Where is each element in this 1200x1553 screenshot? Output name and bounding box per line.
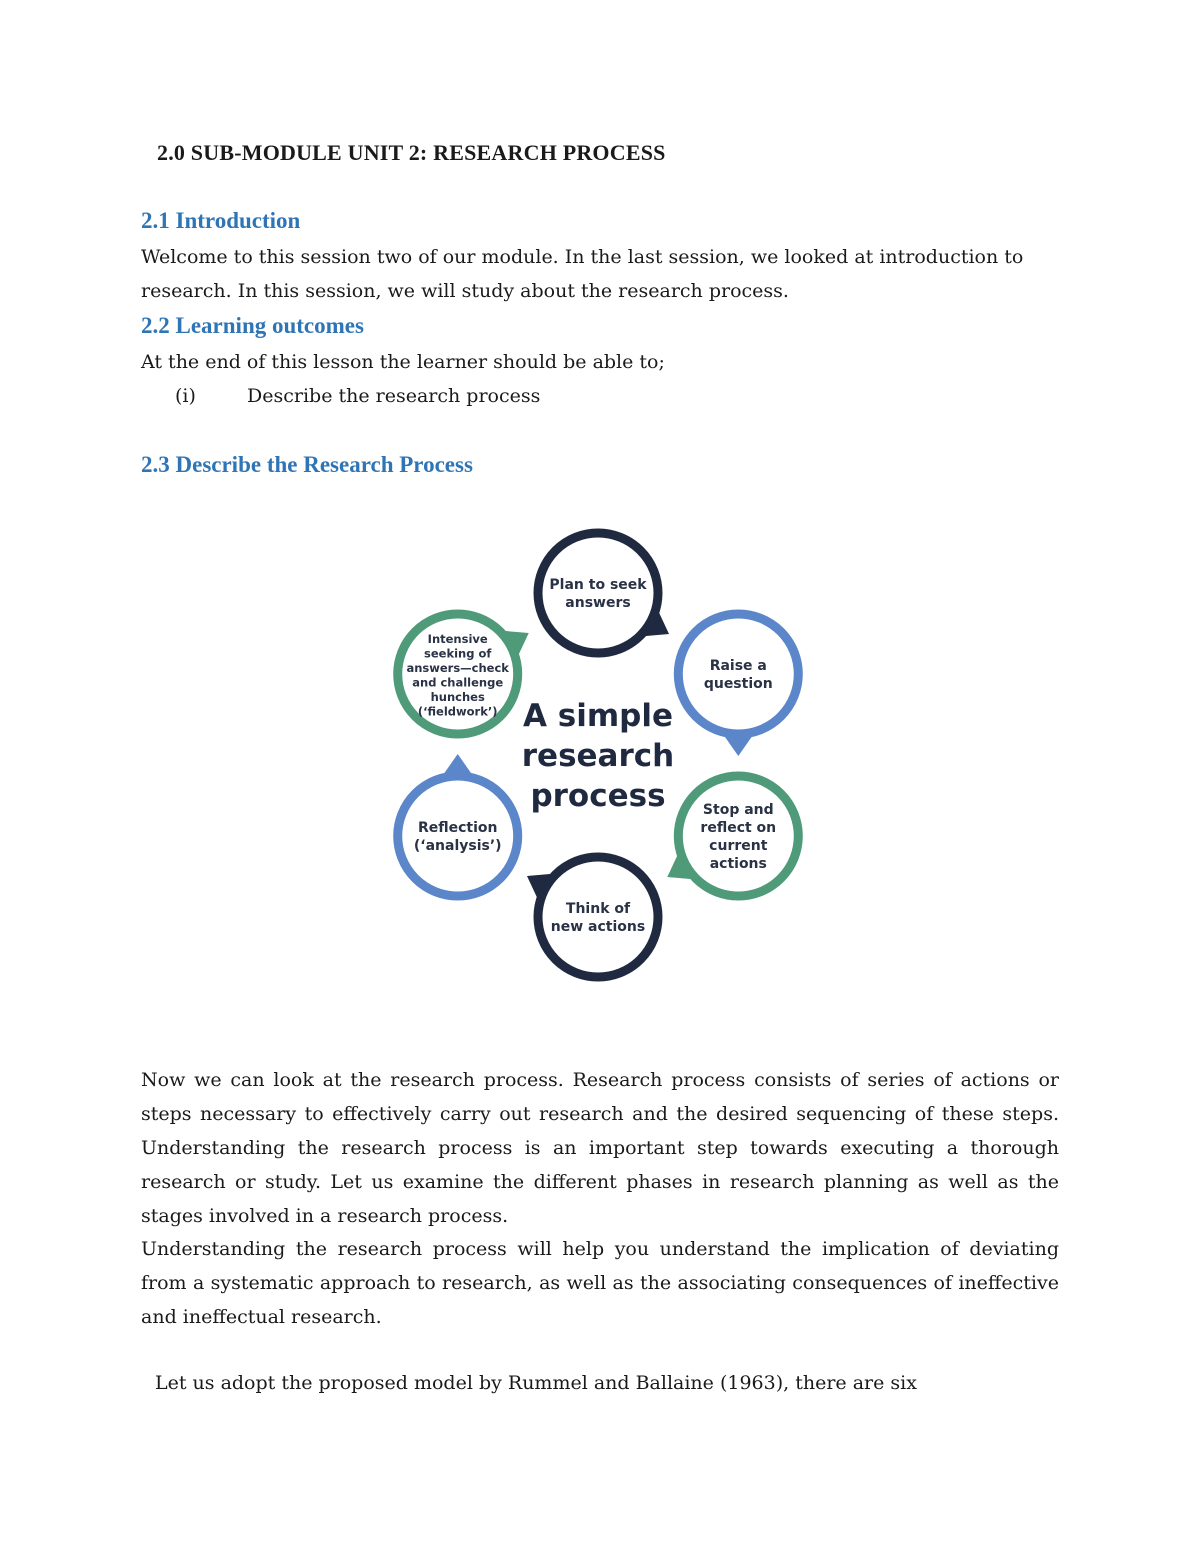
section-heading-learning-outcomes: 2.2 Learning outcomes: [141, 313, 364, 338]
cycle-node-label: (‘fieldwork’): [417, 704, 498, 719]
cycle-node-label: Intensive: [427, 631, 488, 646]
cycle-node: [678, 776, 798, 896]
research-process-diagram: [380, 520, 820, 990]
cycle-node-label: and challenge: [412, 675, 504, 690]
diagram-center-line: research: [521, 738, 675, 774]
paragraph-understanding: Understanding the research process will help you understand the implication of deviating from a systematic approach to research, as well as the associating consequences of ineffective and ineffectual research.: [141, 1238, 1059, 1328]
cycle-node: [678, 614, 798, 734]
cycle-node-ring: [678, 614, 798, 734]
cycle-arrowhead: [724, 736, 752, 756]
cycle-node-label: Plan to seek: [549, 577, 647, 593]
list-item: [175, 379, 540, 413]
cycle-node: [398, 776, 518, 896]
cycle-node-ring: [678, 776, 798, 896]
diagram-center-line: process: [530, 778, 666, 814]
list-item-text: Describe the research process: [247, 385, 541, 407]
diagram-center-line: A simple: [522, 698, 674, 734]
section-heading-describe: 2.3 Describe the Research Process: [141, 452, 473, 477]
unit-title: 2.0 SUB-MODULE UNIT 2: RESEARCH PROCESS: [157, 140, 666, 165]
cycle-node-label: (‘analysis’): [413, 838, 502, 854]
cycle-node: [538, 533, 658, 653]
cycle-node-ring: [538, 533, 658, 653]
cycle-node: [398, 614, 518, 734]
paragraph-research-process: Now we can look at the research process. Research process consists of series of actions or steps necessary to effectively carry out research and the desired sequencing of these steps. Understanding the research process is an important step towards executing a thorough research or study. Let us examine the different phases in research planning as well as the stages involved in a research process.: [141, 1069, 1059, 1227]
cycle-node-label: new actions: [550, 919, 646, 935]
outcomes-intro: At the end of this lesson the learner should be able to;: [141, 351, 665, 373]
cycle-node-label: actions: [709, 856, 767, 872]
research-cycle-svg: [380, 520, 820, 990]
cycle-node-label: seeking of: [424, 646, 492, 661]
cycle-node-label: answers—check: [406, 660, 509, 675]
cycle-node-label: reflect on: [700, 820, 777, 836]
cycle-node-label: Think of: [565, 901, 631, 917]
section-heading-introduction: 2.1 Introduction: [141, 208, 301, 233]
list-item-number: (i): [175, 385, 196, 407]
cycle-node-label: Reflection: [417, 820, 498, 836]
diagram-center-title: [522, 698, 674, 814]
cycle-node-label: answers: [565, 595, 631, 611]
cycle-node-ring: [538, 857, 658, 977]
paragraph-model: Let us adopt the proposed model by Rummel and Ballaine (1963), there are six: [155, 1372, 917, 1394]
cycle-node-label: Stop and: [702, 802, 774, 818]
cycle-node-label: current: [709, 838, 768, 854]
cycle-node-label: hunches: [430, 689, 485, 704]
cycle-node-label: Raise a: [709, 658, 767, 674]
introduction-text: Welcome to this session two of our module. In the last session, we looked at introduction to research. In this session, we will study about the research process.: [141, 246, 1024, 302]
cycle-node-ring: [398, 776, 518, 896]
cycle-node-label: question: [703, 676, 773, 692]
cycle-arrowhead: [444, 754, 472, 774]
cycle-node: [538, 857, 658, 977]
